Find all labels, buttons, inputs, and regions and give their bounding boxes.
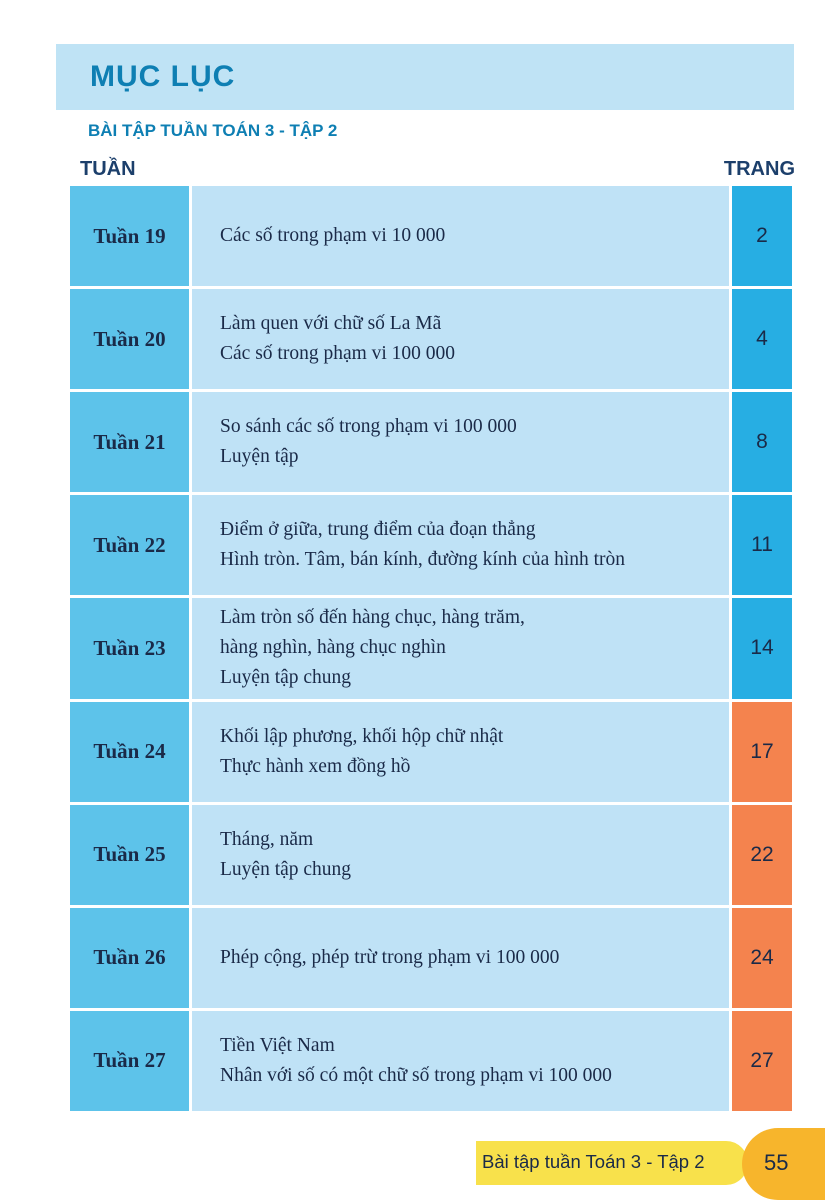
page-number-cell: 11 xyxy=(732,495,792,595)
topic-line: Làm quen với chữ số La Mã xyxy=(220,313,442,335)
topic-cell xyxy=(192,908,729,1008)
page-number-cell: 24 xyxy=(732,908,792,1008)
week-label: Tuần 19 xyxy=(70,186,189,286)
week-label: Tuần 22 xyxy=(70,495,189,595)
topic-line: Luyện tập chung xyxy=(220,667,352,689)
topic-line: Nhân với số có một chữ số trong phạm vi 100 000 xyxy=(220,1064,612,1086)
title-bar xyxy=(56,44,794,110)
toc-row[interactable] xyxy=(70,598,795,698)
week-label: Tuần 27 xyxy=(70,1011,189,1111)
topic-line: Các số trong phạm vi 100 000 xyxy=(220,343,456,365)
table-of-contents xyxy=(70,186,795,1111)
topic-cell xyxy=(192,495,729,595)
topic-line: Khối lập phương, khối hộp chữ nhật xyxy=(220,725,504,747)
topic-cell xyxy=(192,186,729,286)
topic-line: hàng nghìn, hàng chục nghìn xyxy=(220,637,446,659)
topic-line: Thực hành xem đồng hồ xyxy=(220,755,411,777)
topic-line: Phép cộng, phép trừ trong phạm vi 100 000 xyxy=(220,946,560,968)
page-number: 55 xyxy=(764,1150,789,1175)
toc-row[interactable] xyxy=(70,186,795,286)
toc-row[interactable] xyxy=(70,392,795,492)
topic-cell xyxy=(192,598,729,698)
topic-line: Các số trong phạm vi 10 000 xyxy=(220,225,446,247)
toc-row[interactable] xyxy=(70,289,795,389)
topic-line: Tiền Việt Nam xyxy=(220,1034,335,1056)
topic-line: Luyện tập chung xyxy=(220,858,352,880)
toc-row[interactable] xyxy=(70,495,795,595)
week-label: Tuần 26 xyxy=(70,908,189,1008)
topic-line: So sánh các số trong phạm vi 100 000 xyxy=(220,416,517,438)
topic-line: Làm tròn số đến hàng chục, hàng trăm, xyxy=(220,607,525,629)
topic-line: Điểm ở giữa, trung điểm của đoạn thẳng xyxy=(220,519,536,541)
page-number-cell: 8 xyxy=(732,392,792,492)
page-number-cell: 22 xyxy=(732,805,792,905)
topic-cell xyxy=(192,392,729,492)
week-label: Tuần 21 xyxy=(70,392,189,492)
page-number-cell: 27 xyxy=(732,1011,792,1111)
toc-row[interactable] xyxy=(70,805,795,905)
page-number-cell: 4 xyxy=(732,289,792,389)
page-number-cell: 2 xyxy=(732,186,792,286)
toc-row[interactable] xyxy=(70,702,795,802)
topic-cell xyxy=(192,805,729,905)
week-label: Tuần 23 xyxy=(70,598,189,698)
page-title: MỤC LỤC xyxy=(90,60,236,93)
toc-row[interactable] xyxy=(70,908,795,1008)
topic-cell xyxy=(192,1011,729,1111)
page-column-header: TRANG xyxy=(723,158,795,180)
page-number-cell: 14 xyxy=(732,598,792,698)
topic-cell xyxy=(192,702,729,802)
week-label: Tuần 24 xyxy=(70,702,189,802)
week-column-header: TUẦN xyxy=(80,158,136,180)
week-label: Tuần 20 xyxy=(70,289,189,389)
topic-line: Hình tròn. Tâm, bán kính, đường kính của hình tròn xyxy=(220,549,626,571)
footer-book-title: Bài tập tuần Toán 3 - Tập 2 xyxy=(482,1151,705,1172)
page-number-cell: 17 xyxy=(732,702,792,802)
topic-line: Luyện tập xyxy=(220,446,299,468)
book-subtitle: BÀI TẬP TUẦN TOÁN 3 - TẬP 2 xyxy=(88,121,338,140)
topic-line: Tháng, năm xyxy=(220,828,314,850)
topic-cell xyxy=(192,289,729,389)
week-label: Tuần 25 xyxy=(70,805,189,905)
toc-row[interactable] xyxy=(70,1011,795,1111)
